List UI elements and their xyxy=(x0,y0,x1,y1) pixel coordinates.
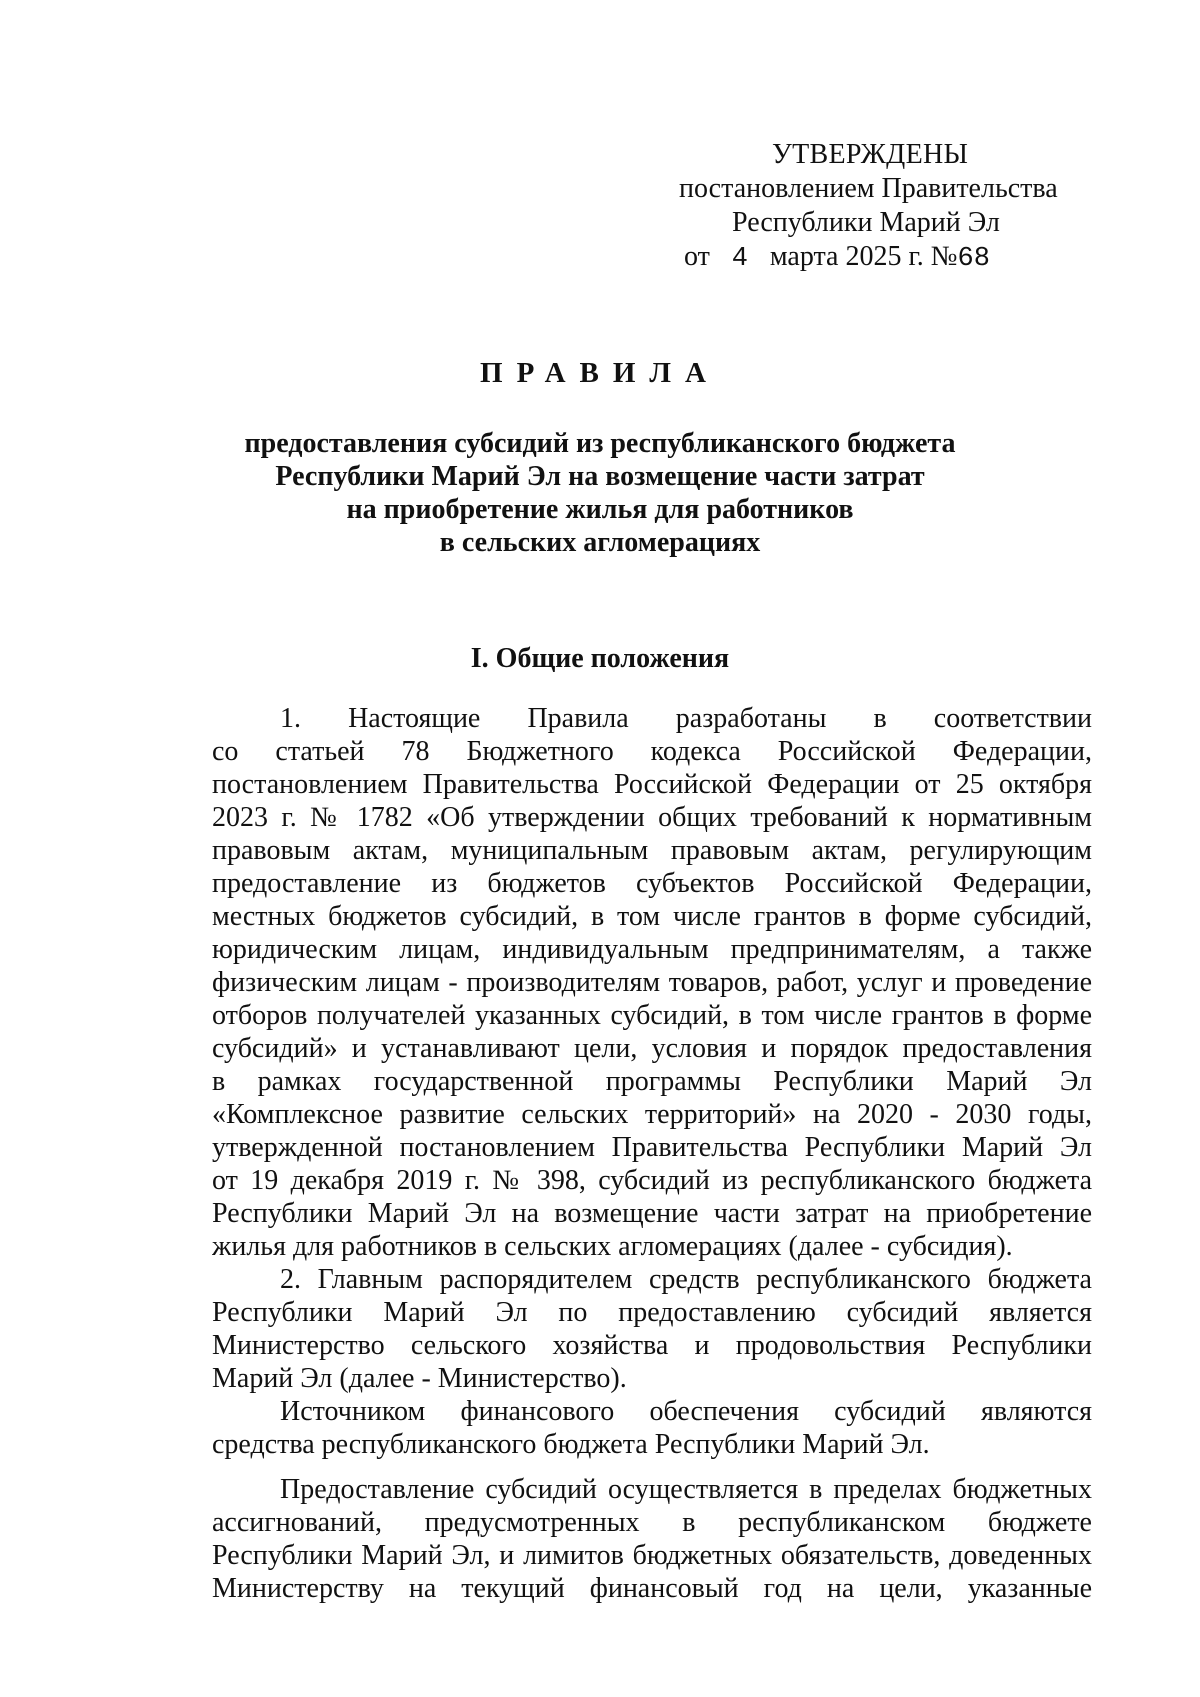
text-line: Марий Эл (далее - Министерство). xyxy=(212,1363,627,1394)
document-subtitle xyxy=(0,427,1200,559)
approval-block xyxy=(600,138,1140,276)
approval-resolution: постановлением Правительства xyxy=(679,173,1058,204)
text-line: Республики Марий Эл, и лимитов бюджетных обязательств, доведенных xyxy=(212,1540,1092,1571)
date-month-year: марта 2025 г. № xyxy=(769,241,958,272)
date-prefix: от xyxy=(684,241,710,272)
text-line: в рамках государственной программы Республики Марий Эл xyxy=(212,1066,1092,1097)
subtitle-line: Республики Марий Эл на возмещение части затрат xyxy=(275,461,925,492)
document-body xyxy=(212,702,1092,1605)
subtitle-line: предоставления субсидий из республиканского бюджета xyxy=(244,428,956,459)
date-day: 4 xyxy=(731,244,748,274)
text-line: ассигнований, предусмотренных в республиканском бюджете xyxy=(212,1507,1092,1538)
subtitle-line: в сельских агломерациях xyxy=(439,527,761,558)
text-line: правовым актам, муниципальным правовым актам, регулирующим xyxy=(212,835,1092,866)
text-line: отборов получателей указанных субсидий, в том числе грантов в форме xyxy=(212,1000,1092,1031)
text-line: предоставление из бюджетов субъектов Российской Федерации, xyxy=(212,868,1092,899)
text-line: от 19 декабря 2019 г. № 398, субсидий из республиканского бюджета xyxy=(212,1165,1092,1196)
text-line: Предоставление субсидий осуществляется в пределах бюджетных xyxy=(280,1474,1092,1505)
text-line: 2. Главным распорядителем средств республиканского бюджета xyxy=(280,1264,1092,1295)
text-line: жилья для работников в сельских агломерациях (далее - субсидия). xyxy=(212,1231,1013,1262)
text-line: Республики Марий Эл на возмещение части затрат на приобретение xyxy=(212,1198,1092,1229)
document-title: ПРАВИЛА xyxy=(480,357,720,389)
text-line: утвержденной постановлением Правительства Республики Марий Эл xyxy=(212,1132,1092,1163)
approval-date-line xyxy=(600,240,1140,276)
text-line: со статьей 78 Бюджетного кодекса Российской Федерации, xyxy=(212,736,1092,767)
section-heading: I. Общие положения xyxy=(470,643,730,674)
approval-republic: Республики Марий Эл xyxy=(732,207,1000,238)
approval-heading: УТВЕРЖДЕНЫ xyxy=(772,139,969,170)
subtitle-line: на приобретение жилья для работников xyxy=(346,494,854,525)
text-line: субсидий» и устанавливают цели, условия и порядок предоставления xyxy=(212,1033,1092,1064)
text-line: средства республиканского бюджета Республики Марий Эл. xyxy=(212,1429,930,1460)
text-line: 1. Настоящие Правила разработаны в соответствии xyxy=(280,703,1092,734)
text-line: Министерству на текущий финансовый год на цели, указанные xyxy=(212,1573,1092,1604)
resolution-number: 68 xyxy=(957,244,990,274)
text-line: «Комплексное развитие сельских территорий» на 2020 - 2030 годы, xyxy=(212,1099,1092,1130)
text-line: юридическим лицам, индивидуальным предпринимателям, а также xyxy=(212,934,1092,965)
text-line: физическим лицам - производителям товаров, работ, услуг и проведение xyxy=(212,967,1092,998)
text-line: местных бюджетов субсидий, в том числе грантов в форме субсидий, xyxy=(212,901,1092,932)
text-line: Министерство сельского хозяйства и продовольствия Республики xyxy=(212,1330,1092,1361)
text-line: Республики Марий Эл по предоставлению субсидий является xyxy=(212,1297,1092,1328)
text-line: постановлением Правительства Российской Федерации от 25 октября xyxy=(212,769,1092,800)
paragraph-gap xyxy=(212,1461,1092,1473)
text-line: 2023 г. № 1782 «Об утверждении общих требований к нормативным xyxy=(212,802,1092,833)
text-line: Источником финансового обеспечения субсидий являются xyxy=(280,1396,1092,1427)
